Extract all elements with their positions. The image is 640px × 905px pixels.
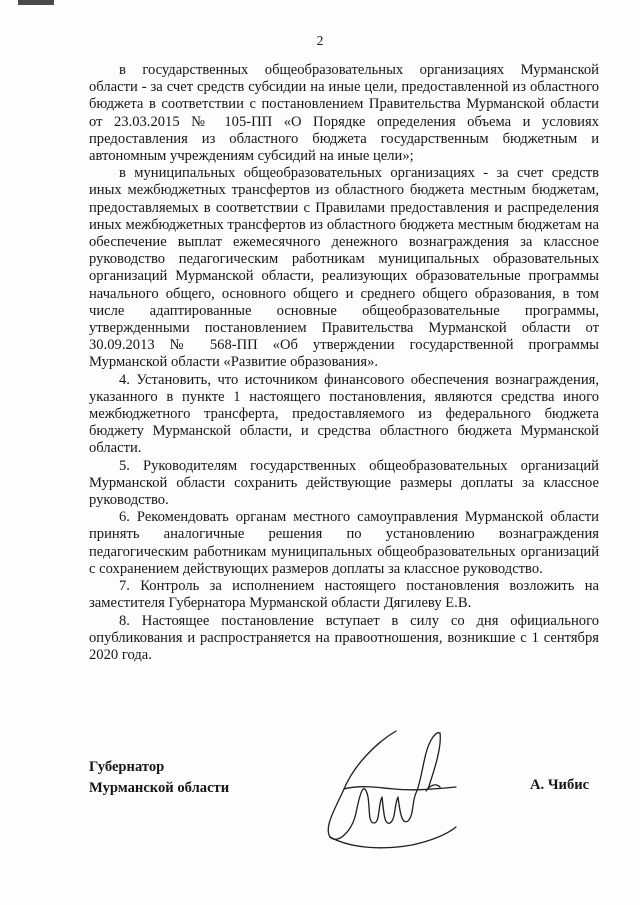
paragraph-item-5: 5. Руководителям государственных общеобразовательных организаций Мурманской области сохранить действующие размеры доплаты за классное руководство. [89, 457, 599, 509]
paragraph-state-orgs: в государственных общеобразовательных организациях Мурманской области - за счет средств субсидии на иные цели, предоставленной из областного бюджета в соответствии с постановлением Правительства Мурманской области от 23.03.2015 № 105-ПП «О Порядке определения объема и условиях предоставления из областного бюджета государственным бюджетным и автономным учреждениям субсидий на иные цели»; [89, 62, 599, 165]
document-body [89, 62, 599, 664]
signatory-title-line1: Губернатор [89, 759, 165, 775]
paragraph-item-8: 8. Настоящее постановление вступает в силу со дня официального опубликования и распространяется на правоотношения, возникшие с 1 сентября 2020 года. [89, 612, 599, 663]
paragraph-item-4: 4. Установить, что источником финансового обеспечения вознаграждения, указанного в пункте 1 настоящего постановления, являются средства иного межбюджетного трансферта, предоставляемого из федерального бюджета бюджету Мурманской области, и средства областного бюджета Мурманской области. [89, 371, 599, 457]
signatory-title-line2: Мурманской области [89, 779, 230, 796]
paragraph-item-7: 7. Контроль за исполнением настоящего постановления возложить на заместителя Губернатора Мурманской области Дягилеву Е.В. [89, 578, 599, 612]
page-number: 2 [316, 33, 324, 48]
scan-mark [18, 0, 54, 5]
signatory-title [89, 757, 229, 798]
handwritten-signature [318, 727, 468, 857]
paragraph-municipal-orgs: в муниципальных общеобразовательных организациях - за счет средств иных межбюджетных трансфертов из областного бюджета местным бюджетам, предоставляемых в соответствии с Правилами предоставления и распределения иных межбюджетных трансфертов из областного бюджета местным бюджетам на обеспечение выплат ежемесячного денежного вознаграждения за классное руководство педагогическим работникам муниципальных образовательных организаций Мурманской области, реализующих образовательные программы начального общего, основного общего и среднего общего образования, в том числе адаптированные основные общеобразовательные программы, утвержденными постановлением Правительства Мурманской области от 30.09.2013 № 568-ПП «Об утверждении государственной программы Мурманской области «Развитие образования». [89, 165, 599, 371]
signatory-name: А. Чибис [530, 777, 590, 793]
paragraph-item-6: 6. Рекомендовать органам местного самоуправления Мурманской области принять аналогичные решения по установлению вознаграждения педагогическим работникам муниципальных общеобразовательных организаций с сохранением действующих размеров доплаты за классное руководство. [89, 509, 599, 577]
